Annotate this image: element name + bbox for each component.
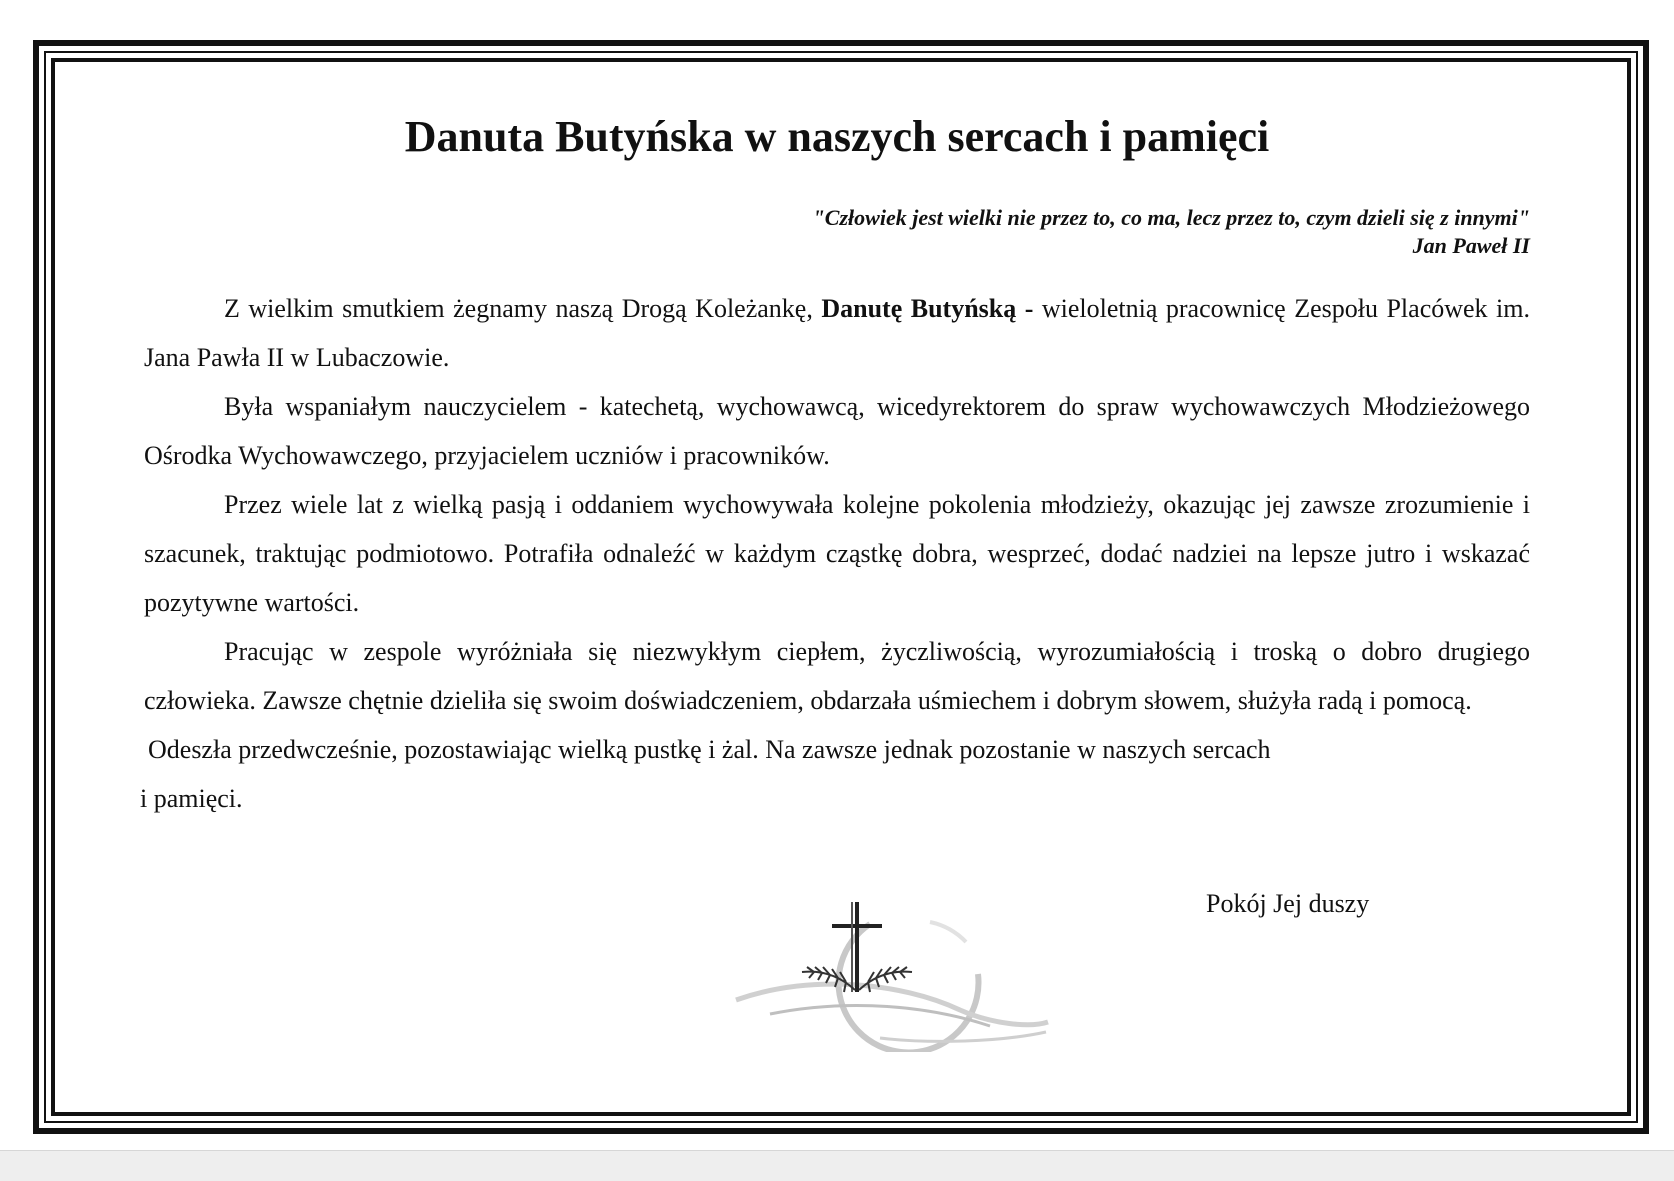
farewell-text: Pokój Jej duszy [1206,889,1370,918]
motto-quote: "Człowiek jest wielki nie przez to, co ma, lecz przez to, czym dzieli się z innymi" [812,205,1530,230]
paragraph-5-line-1: Odeszła przedwcześnie, pozostawiając wielką pustkę i żal. Na zawsze jednak pozostanie w naszych sercach [148,735,1271,764]
viewer-bottom-bar [0,1150,1674,1181]
motto-author: Jan Paweł II [1412,233,1530,258]
page-title: Danuta Butyńska w naszych sercach i pamięci [404,112,1270,161]
deceased-name: Danutę Butyńską - [821,294,1034,323]
paragraph-5 [140,725,1530,823]
motto [144,204,1530,260]
paragraph-1-text-b: wieloletnią pracownicę Zespołu Placówek im. Jana Pawła II w Lubaczowie. [144,294,1530,372]
paragraph-3: Przez wiele lat z wielką pasją i oddaniem wychowywała kolejne pokolenia młodzieży, okazując jej zawsze zrozumienie i szacunek, traktując podmiotowo. Potrafiła odnaleźć w każdym cząstkę dobra, wesprzeć, dodać nadziei na lepsze jutro i wskazać pozytywne wartości. [144,490,1530,617]
paragraph-2: Była wspaniałym nauczycielem - katechetą, wychowawcą, wicedyrektorem do spraw wychowawczych Młodzieżowego Ośrodka Wychowawczego, przyjacielem uczniów i pracowników. [144,392,1530,470]
cross-with-palm-branches-icon [730,902,1050,1052]
paragraph-4: Pracując w zespole wyróżniała się niezwykłym ciepłem, życzliwością, wyrozumiałością i troską o dobro drugiego człowieka. Zawsze chętnie dzieliła się swoim doświadczeniem, obdarzała uśmiechem i dobrym słowem, służyła radą i pomocą. [144,637,1530,715]
paragraph-1-text-a: Z wielkim smutkiem żegnamy naszą Drogą Koleżankę, [224,294,822,323]
paragraph-1 [144,284,1530,382]
memorial-content [140,70,1530,823]
paragraph-5-line-2: i pamięci. [140,784,243,813]
